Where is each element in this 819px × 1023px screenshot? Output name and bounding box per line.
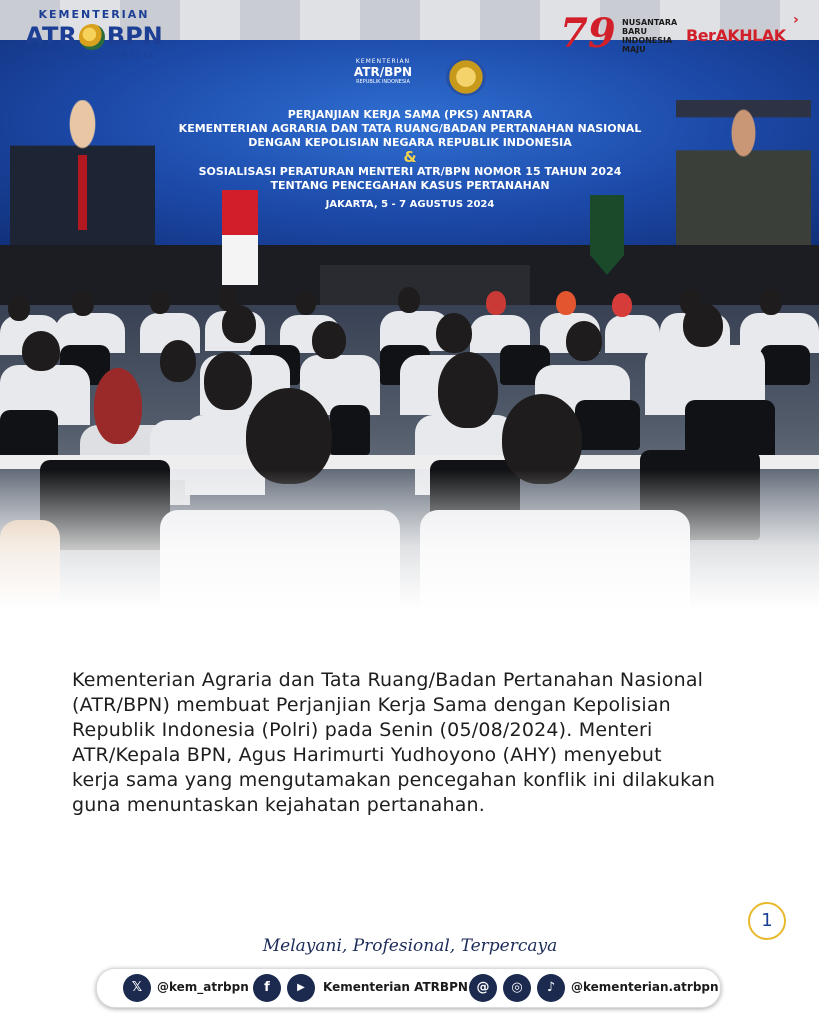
youtube-icon[interactable]: ▶	[287, 974, 315, 1002]
logo-bpn-text: BPN	[106, 22, 163, 50]
polri-emblem-icon	[446, 58, 486, 96]
banner-line: DENGAN KEPOLISIAN NEGARA REPUBLIK INDONESIA	[248, 136, 572, 149]
anniversary-tagline	[622, 18, 692, 54]
x-twitter-icon[interactable]: 𝕏	[123, 974, 151, 1002]
article-line: Kementerian Agraria dan Tata Ruang/Badan Pertanahan Nasional	[72, 669, 704, 691]
banner-line: KEMENTERIAN AGRARIA DAN TATA RUANG/BADAN PERTANAHAN NASIONAL	[178, 122, 642, 135]
logo-republik-text: REPUBLIK INDONESIA	[32, 51, 156, 60]
logo-atr-bpn-wordmark	[14, 21, 174, 51]
page-number-badge: 1	[748, 902, 786, 940]
article-body	[72, 668, 782, 818]
berakhlak-logo: BerAKHLAK	[686, 26, 786, 45]
article-line: (ATR/BPN) membuat Perjanjian Kerja Sama dengan Kepolisian	[72, 694, 671, 716]
banner-logo-atr-bpn: ATR/BPN	[353, 65, 413, 79]
globe-emblem-icon	[79, 24, 105, 50]
article-line: ATR/Kepala BPN, Agus Harimurti Yudhoyono (AHY) menyebut	[72, 744, 662, 766]
banner-line: SOSIALISASI PERATURAN MENTERI ATR/BPN NOMOR 15 TAHUN 2024	[198, 165, 622, 178]
banner-date: JAKARTA, 5 - 7 AGUSTUS 2024	[325, 199, 495, 210]
atr-bpn-logo	[14, 8, 174, 80]
anniversary-line: BARU	[622, 27, 647, 36]
indonesia-flag-icon	[222, 190, 258, 285]
article-line: Republik Indonesia (Polri) pada Senin (05/08/2024). Menteri	[72, 719, 653, 741]
tiktok-icon[interactable]: ♪	[537, 974, 565, 1002]
instagram-handle[interactable]: @kementerian.atrbpn	[571, 980, 719, 994]
anniversary-line: INDONESIA	[622, 36, 673, 45]
logo-atr-text: ATR	[25, 22, 77, 50]
banner-line: PERJANJIAN KERJA SAMA (PKS) ANTARA	[287, 108, 533, 121]
motto: Melayani, Profesional, Terpercaya	[262, 936, 558, 956]
anniversary-line: MAJU	[622, 45, 646, 54]
anniversary-79-logo: 79	[560, 10, 616, 57]
anniversary-line: NUSANTARA	[622, 18, 678, 27]
banner-logo-republik: REPUBLIK INDONESIA	[356, 79, 410, 85]
banner-logo-kementerian: KEMENTERIAN	[355, 58, 411, 65]
facebook-youtube-name[interactable]: Kementerian ATRBPN	[323, 980, 468, 994]
instagram-icon[interactable]: ◎	[503, 974, 531, 1002]
police-chief-portrait	[676, 100, 811, 265]
banner-atr-bpn-logo	[338, 58, 428, 98]
banner-line: TENTANG PENCEGAHAN KASUS PERTANAHAN	[270, 179, 550, 192]
x-handle[interactable]: @kem_atrbpn	[157, 980, 249, 994]
logo-kementerian-text: KEMENTERIAN	[38, 8, 150, 21]
facebook-icon[interactable]: f	[253, 974, 281, 1002]
banner-ampersand: &	[403, 148, 417, 166]
chevron-right-icon: ›	[793, 12, 799, 28]
photo-fade-overlay	[0, 470, 819, 610]
article-line: guna menuntaskan kejahatan pertanahan.	[72, 794, 486, 816]
minister-portrait	[10, 100, 155, 260]
threads-icon[interactable]: @	[469, 974, 497, 1002]
social-media-bar	[96, 968, 721, 1008]
article-line: kerja sama yang mengutamakan pencegahan konflik ini dilakukan	[72, 769, 716, 791]
